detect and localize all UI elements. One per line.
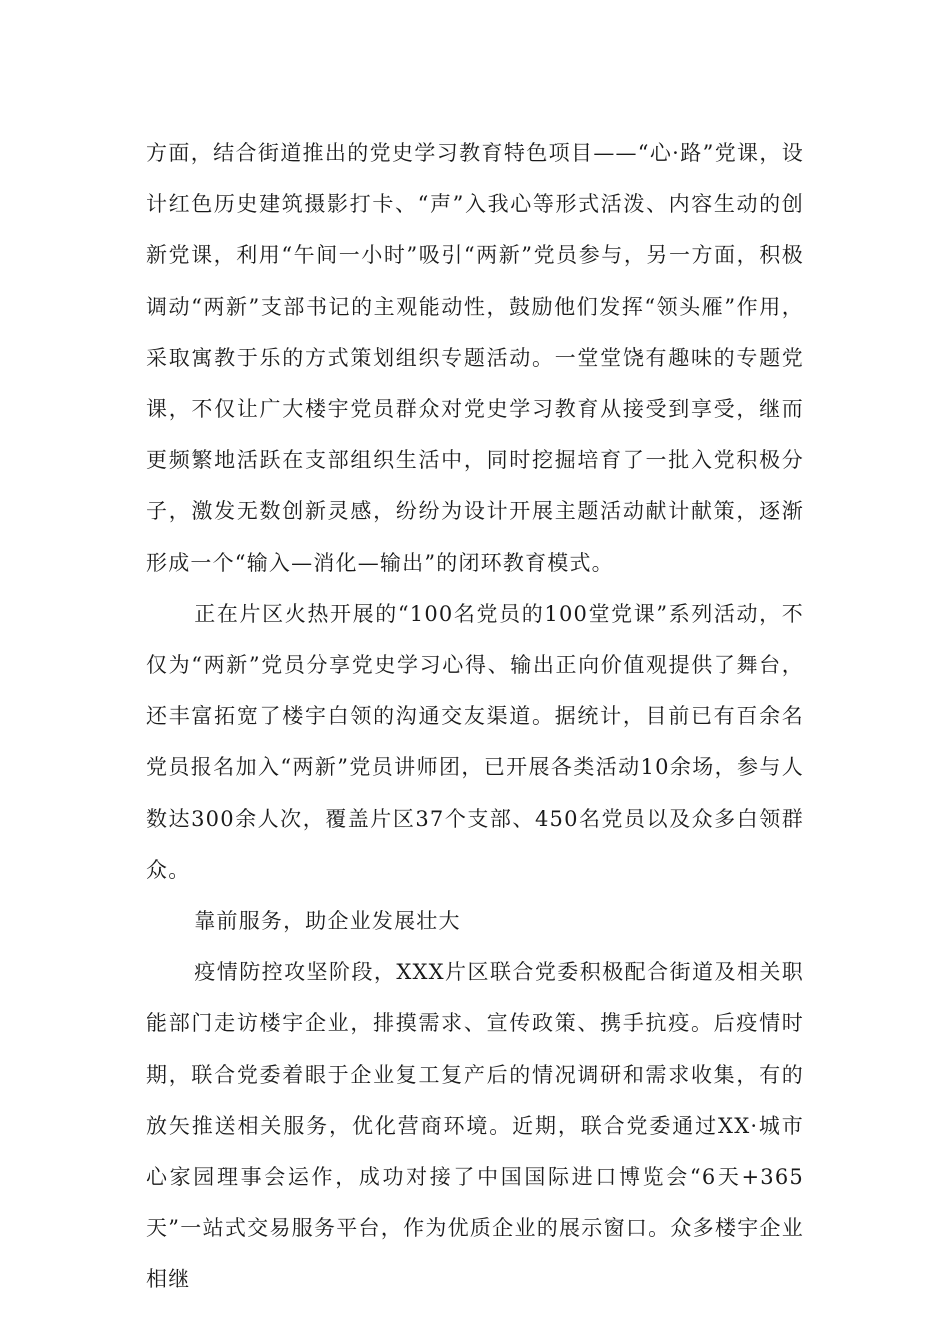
document-body xyxy=(146,128,804,1306)
paragraph-2: 正在片区火热开展的“100名党员的100堂党课”系列活动，不仅为“两新”党员分享党史学习心得、输出正向价值观提供了舞台，还丰富拓宽了楼宇白领的沟通交友渠道。据统计，目前已有百余名党员报名加入“两新”党员讲师团，已开展各类活动10余场，参与人数达300余人次，覆盖片区37个支部、450名党员以及众多白领群众。 xyxy=(146,601,804,882)
section-heading: 靠前服务，助企业发展壮大 xyxy=(194,909,461,934)
paragraph-1: 方面，结合街道推出的党史学习教育特色项目——“心·路”党课，设计红色历史建筑摄影打卡、“声”入我心等形式活泼、内容生动的创新党课，利用“午间一小时”吸引“两新”党员参与，另一方面，积极调动“两新”支部书记的主观能动性，鼓励他们发挥“领头雁”作用，采取寓教于乐的方式策划组织专题活动。一堂堂饶有趣味的专题党课，不仅让广大楼宇党员群众对党史学习教育从接受到享受，继而更频繁地活跃在支部组织生活中，同时挖掘培育了一批入党积极分子，激发无数创新灵感，纷纷为设计开展主题活动献计献策，逐渐形成一个“输入—消化—输出”的闭环教育模式。 xyxy=(146,141,804,575)
paragraph-3: 疫情防控攻坚阶段，XXX片区联合党委积极配合街道及相关职能部门走访楼宇企业，排摸需求、宣传政策、携手抗疫。后疫情时期，联合党委着眼于企业复工复产后的情况调研和需求收集，有的放矢推送相关服务，优化营商环境。近期，联合党委通过XX·城市心家园理事会运作，成功对接了中国国际进口博览会“6天+365天”一站式交易服务平台，作为优质企业的展示窗口。众多楼宇企业相继 xyxy=(146,960,804,1292)
